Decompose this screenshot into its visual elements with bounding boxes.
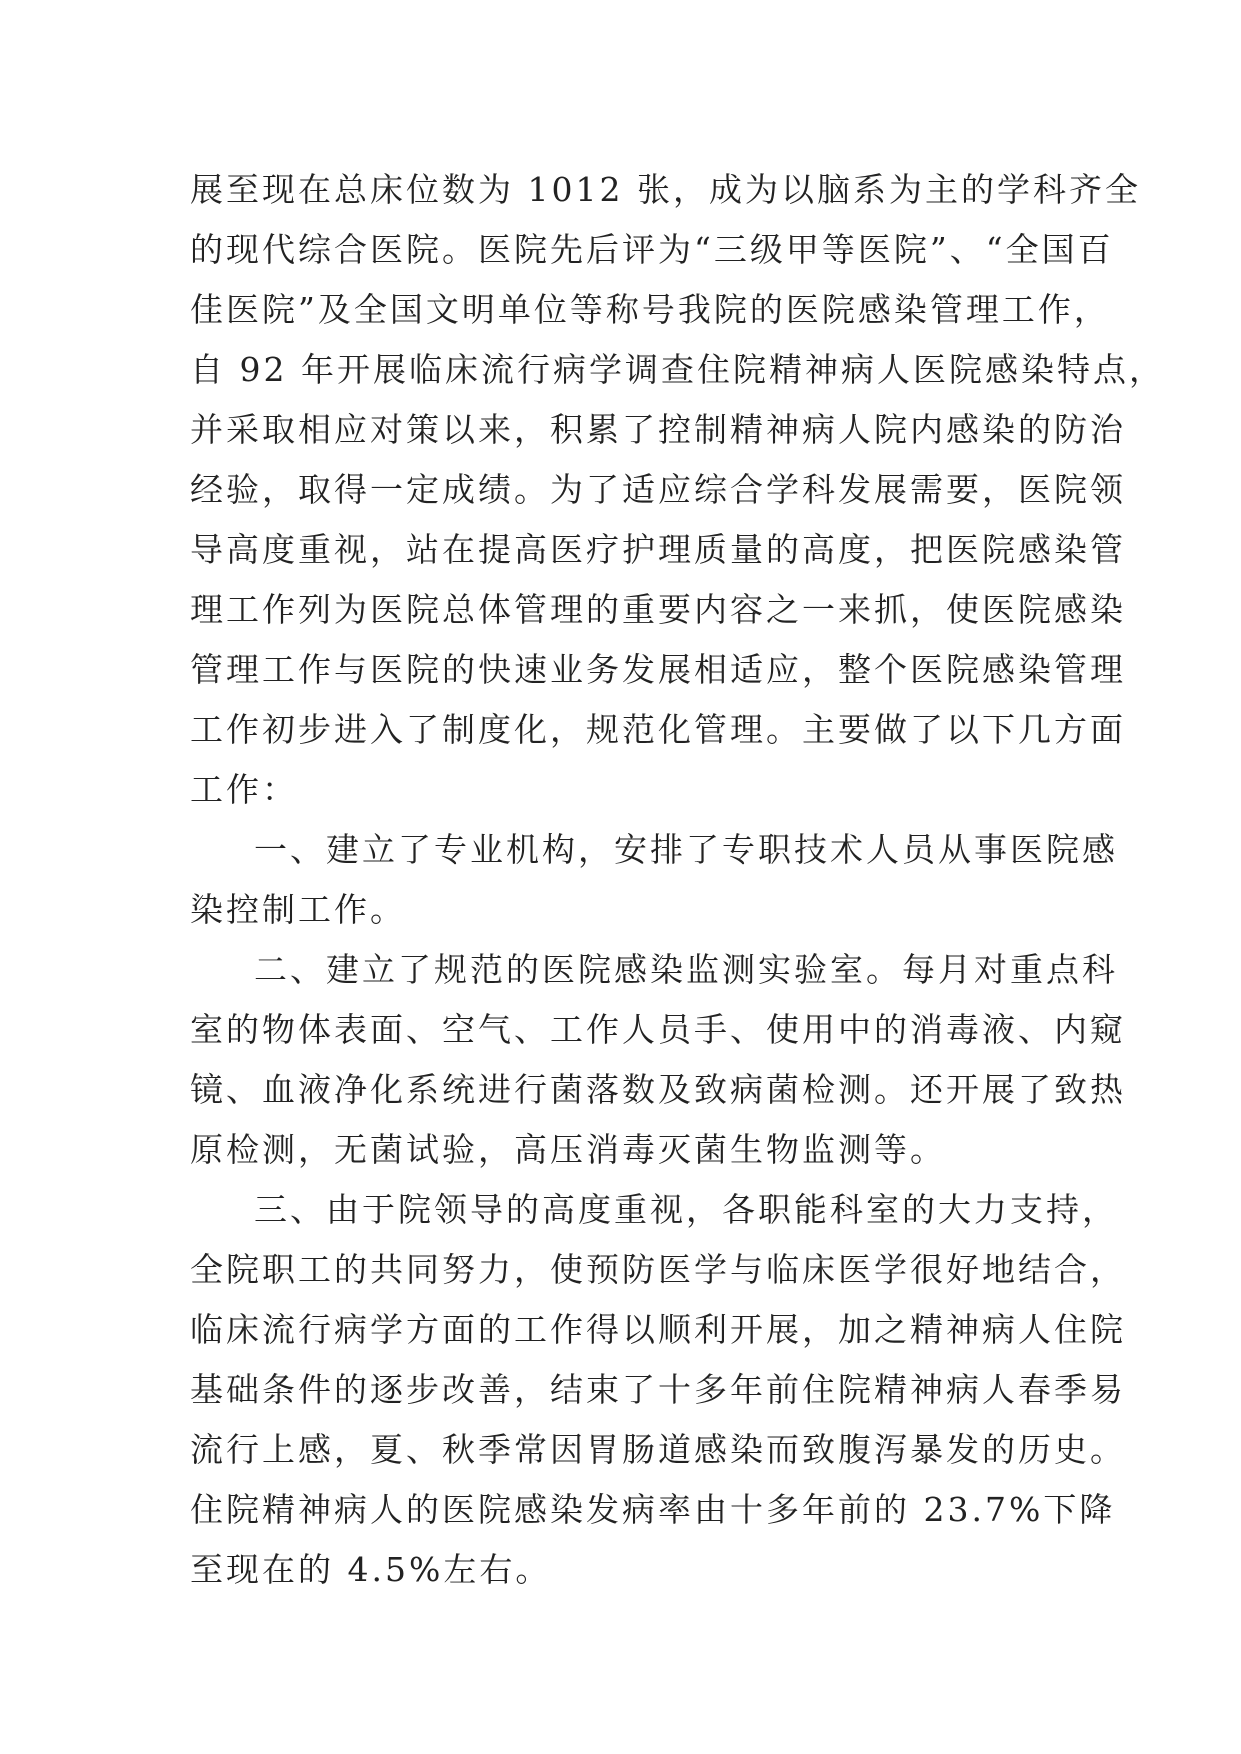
section-three-heading-line: 三、由于院领导的高度重视，各职能科室的大力支持，	[254, 1190, 1118, 1229]
text-line: 自 92 年开展临床流行病学调查住院精神病人医院感染特点，	[190, 350, 1165, 389]
text-line: 工作：	[190, 770, 298, 809]
section-two-heading-line: 二、建立了规范的医院感染监测实验室。每月对重点科	[254, 950, 1118, 989]
text-line: 展至现在总床位数为 1012 张，成为以脑系为主的学科齐全	[190, 170, 1141, 209]
text-line: 工作初步进入了制度化，规范化管理。主要做了以下几方面	[190, 710, 1126, 749]
text-line: 理工作列为医院总体管理的重要内容之一来抓，使医院感染	[190, 590, 1126, 629]
text-line: 经验，取得一定成绩。为了适应综合学科发展需要，医院领	[190, 470, 1126, 509]
text-line: 住院精神病人的医院感染发病率由十多年前的 23.7%下降	[190, 1490, 1116, 1529]
text-line: 佳医院”及全国文明单位等称号我院的医院感染管理工作，	[190, 290, 1110, 329]
text-line: 镜、血液净化系统进行菌落数及致病菌检测。还开展了致热	[190, 1070, 1126, 1109]
text-line: 并采取相应对策以来，积累了控制精神病人院内感染的防治	[190, 410, 1126, 449]
text-line: 全院职工的共同努力，使预防医学与临床医学很好地结合，	[190, 1250, 1126, 1289]
document-body	[190, 160, 1165, 1600]
text-line: 临床流行病学方面的工作得以顺利开展，加之精神病人住院	[190, 1310, 1126, 1349]
text-line: 染控制工作。	[190, 890, 406, 929]
text-line: 流行上感，夏、秋季常因胃肠道感染而致腹泻暴发的历史。	[190, 1430, 1126, 1469]
text-line: 基础条件的逐步改善，结束了十多年前住院精神病人春季易	[190, 1370, 1126, 1409]
text-line: 至现在的 4.5%左右。	[190, 1550, 552, 1589]
text-line: 原检测，无菌试验，高压消毒灭菌生物监测等。	[190, 1130, 946, 1169]
text-line: 导高度重视，站在提高医疗护理质量的高度，把医院感染管	[190, 530, 1126, 569]
text-line: 的现代综合医院。医院先后评为“三级甲等医院”、“全国百	[190, 230, 1114, 269]
section-one-heading-line: 一、建立了专业机构，安排了专职技术人员从事医院感	[254, 830, 1118, 869]
text-line: 室的物体表面、空气、工作人员手、使用中的消毒液、内窥	[190, 1010, 1126, 1049]
text-line: 管理工作与医院的快速业务发展相适应，整个医院感染管理	[190, 650, 1126, 689]
